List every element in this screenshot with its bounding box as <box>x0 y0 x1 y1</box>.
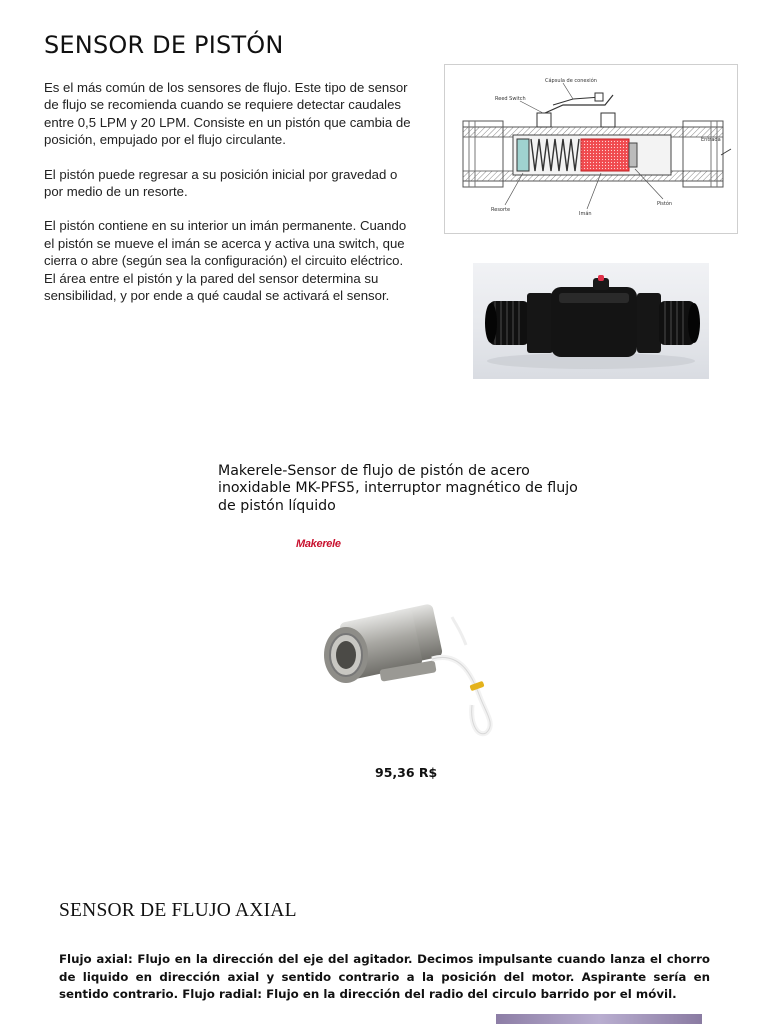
brand-logo: Makerele <box>296 538 341 550</box>
page-title: SENSOR DE PISTÓN <box>44 31 284 59</box>
intro-text <box>44 79 414 321</box>
diagram-label: Resorte <box>491 207 511 213</box>
product-price: 95,36 R$ <box>375 765 438 780</box>
piston-sensor-diagram <box>444 64 738 234</box>
section-title-axial: SENSOR DE FLUJO AXIAL <box>59 900 297 921</box>
product-title[interactable]: Makerele-Sensor de flujo de pistón de acero inoxidable MK-PFS5, interruptor magnético de flujo de pistón líquido <box>218 463 578 514</box>
paragraph: El pistón puede regresar a su posición inicial por gravedad o por medio de un resorte. <box>44 166 398 200</box>
diagram-label: Cápsula de conexión <box>545 78 597 84</box>
paragraph: Es el más común de los sensores de flujo. Este tipo de sensor de flujo se recomienda cuando se requiere detectar caudales entre 0,5 LPM y 20 LPM. Consiste en un pistón que cambia de posición, empujado por el flujo circulante. <box>44 80 411 148</box>
sensor-photo-black <box>473 263 709 379</box>
axial-paragraph: Flujo axial: Flujo en la dirección del eje del agitador. Decimos impulsante cuando lanza el chorro de liquido en dirección axial y sentido contrario a la posición del motor. Aspirante sería en sentido contrario. Flujo radial: Flujo en la dirección del radio del circulo barrido por el móvil. <box>59 952 710 1002</box>
diagram-label: Reed Switch <box>495 96 526 102</box>
diagram-label: Entrada <box>701 137 721 143</box>
paragraph: El pistón contiene en su interior un imán permanente. Cuando el pistón se mueve el imán se acerca y activa una switch, que cierra o abre (según sea la configuración) el circuito eléctrico. El área entre el pistón y la pared del sensor determina su sensibilidad, y por ende a qué caudal se activará el sensor. <box>44 218 407 304</box>
partial-image-bottom <box>496 1014 702 1024</box>
steel-sensor-svg <box>300 585 520 745</box>
diagram-label: Pistón <box>657 201 673 207</box>
sensor-photo-steel[interactable] <box>300 585 520 745</box>
sensor-photo-svg <box>473 263 709 379</box>
diagram-label: Imán <box>579 211 592 217</box>
diagram-svg <box>445 65 737 233</box>
